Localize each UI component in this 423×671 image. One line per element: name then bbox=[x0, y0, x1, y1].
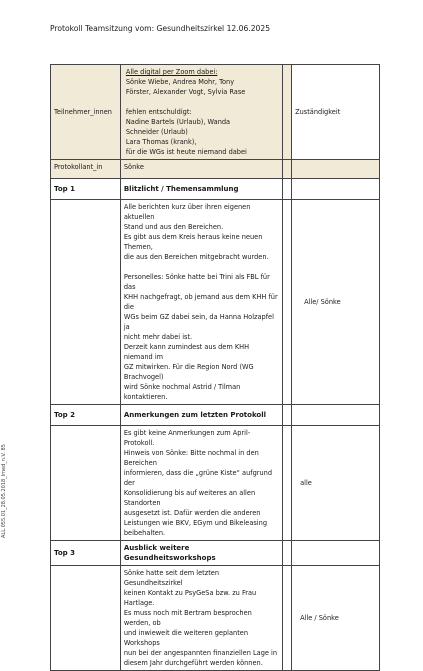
text-line: Personelles: Sönke hatte bei Trini als FBL für das bbox=[123, 273, 270, 291]
text-line: nicht mehr dabei ist. bbox=[123, 333, 193, 341]
text-line: Es gibt aus dem Kreis heraus keine neuen Themen, bbox=[123, 233, 263, 251]
text-line: ausgesetzt ist. Dafür werden die anderen bbox=[123, 509, 261, 517]
empty-cell bbox=[51, 426, 121, 541]
text-line: Derzeit kann zumindest aus dem KHH niemand im bbox=[123, 343, 250, 361]
empty-cell bbox=[292, 160, 380, 179]
empty-cell bbox=[292, 541, 380, 566]
participants-row bbox=[51, 65, 380, 160]
excused-line: Schneider (Urlaub) bbox=[125, 128, 188, 136]
top-label: Top 2 bbox=[51, 405, 121, 426]
text-line: wird Sönke nochmal Astrid / Tilman kontaktieren. bbox=[123, 383, 241, 401]
participants-list bbox=[120, 65, 282, 160]
excused-line: Nadine Bartels (Urlaub), Wanda bbox=[125, 118, 231, 126]
top-header-row bbox=[51, 405, 380, 426]
excused-line: für die WGs ist heute niemand dabei bbox=[125, 148, 247, 156]
text-line: Es gibt keine Anmerkungen zum April-Protokoll. bbox=[123, 429, 251, 447]
text-line: die aus den Bereichen mitgebracht wurden. bbox=[123, 253, 269, 261]
text-line: informieren, dass die „grüne Kiste“ aufgrund der bbox=[123, 469, 273, 487]
top-title: Ausblick weitere Gesundheitsworkshops bbox=[120, 541, 282, 566]
text-line: WGs beim GZ dabei sein, da Hanna Holzapfel ja bbox=[123, 313, 274, 331]
top-title: Anmerkungen zum letzten Protokoll bbox=[120, 405, 282, 426]
top-body-row bbox=[51, 566, 380, 671]
top-label: Top 3 bbox=[51, 541, 121, 566]
excused-heading: fehlen entschuldigt: bbox=[125, 108, 192, 116]
document-code: ALL.055.01_28.05.2018_Imed_n.V. 85 bbox=[1, 444, 7, 538]
text-line: Leistungen wie BKV, EGym und Bikeleasing bbox=[123, 519, 268, 527]
text-line: Stand und aus den Bereichen. bbox=[123, 223, 224, 231]
spacer-cell bbox=[283, 65, 292, 160]
empty-cell bbox=[292, 405, 380, 426]
text-line: beibehalten. bbox=[123, 529, 166, 537]
spacer-cell bbox=[283, 179, 292, 200]
empty-cell bbox=[51, 200, 121, 405]
participants-label: Teilnehmer_innen bbox=[51, 65, 121, 160]
recorder-row bbox=[51, 160, 380, 179]
text-line: Alle berichten kurz über ihren eigenen aktuellen bbox=[123, 203, 251, 221]
spacer-cell bbox=[283, 426, 292, 541]
empty-cell bbox=[292, 179, 380, 200]
top-body-row bbox=[51, 200, 380, 405]
top-content bbox=[120, 566, 282, 671]
participants-digital-line: Förster, Alexander Vogt, Sylvia Rase bbox=[125, 88, 246, 96]
top-content bbox=[120, 200, 282, 405]
top-header-row bbox=[51, 541, 380, 566]
participants-digital-heading: Alle digital per Zoom dabei: bbox=[125, 68, 218, 76]
empty-cell bbox=[51, 566, 121, 671]
spacer-cell bbox=[283, 160, 292, 179]
top-header-row bbox=[51, 179, 380, 200]
protocol-table bbox=[50, 64, 380, 671]
responsible-cell: Alle/ Sönke bbox=[292, 200, 380, 405]
text-line: Konsolidierung bis auf weiteres an allen Standorten bbox=[123, 489, 256, 507]
responsible-cell: alle bbox=[292, 426, 380, 541]
text-line: nun bei der angespannten finanziellen Lage in bbox=[123, 649, 278, 657]
text-line: diesem Jahr durchgeführt werden können. bbox=[123, 659, 263, 667]
spacer-cell bbox=[283, 566, 292, 671]
text-line: und inwieweit die weiteren geplanten Workshops bbox=[123, 629, 249, 647]
text-line: KHH nachgefragt, ob jemand aus dem KHH für die bbox=[123, 293, 278, 311]
responsibility-header: Zuständigkeit bbox=[292, 65, 380, 160]
text-line: GZ mitwirken. Für die Region Nord (WG Brachvogel) bbox=[123, 363, 254, 381]
top-label: Top 1 bbox=[51, 179, 121, 200]
text-line: Es muss noch mit Bertram besprochen werden, ob bbox=[123, 609, 252, 627]
top-body-row bbox=[51, 426, 380, 541]
text-line: Sönke hatte seit dem letzten Gesundheitszirkel bbox=[123, 569, 220, 587]
recorder-label: Protokollant_in bbox=[51, 160, 121, 179]
spacer-cell bbox=[283, 405, 292, 426]
text-line: keinen Kontakt zu PsyGeSa bzw. zu Frau Hartlage. bbox=[123, 589, 257, 607]
participants-digital-line: Sönke Wiebe, Andrea Mohr, Tony bbox=[125, 78, 235, 86]
responsible-cell: Alle / Sönke bbox=[292, 566, 380, 671]
spacer-cell bbox=[283, 541, 292, 566]
top-title: Blitzlicht / Themensammlung bbox=[120, 179, 282, 200]
spacer-cell bbox=[283, 200, 292, 405]
text-line: Hinweis von Sönke: Bitte nochmal in den Bereichen bbox=[123, 449, 259, 467]
excused-line: Lara Thomas (krank), bbox=[125, 138, 197, 146]
top-content bbox=[120, 426, 282, 541]
document-title: Protokoll Teamsitzung vom: Gesundheitszirkel 12.06.2025 bbox=[50, 24, 271, 33]
recorder-value: Sönke bbox=[120, 160, 282, 179]
